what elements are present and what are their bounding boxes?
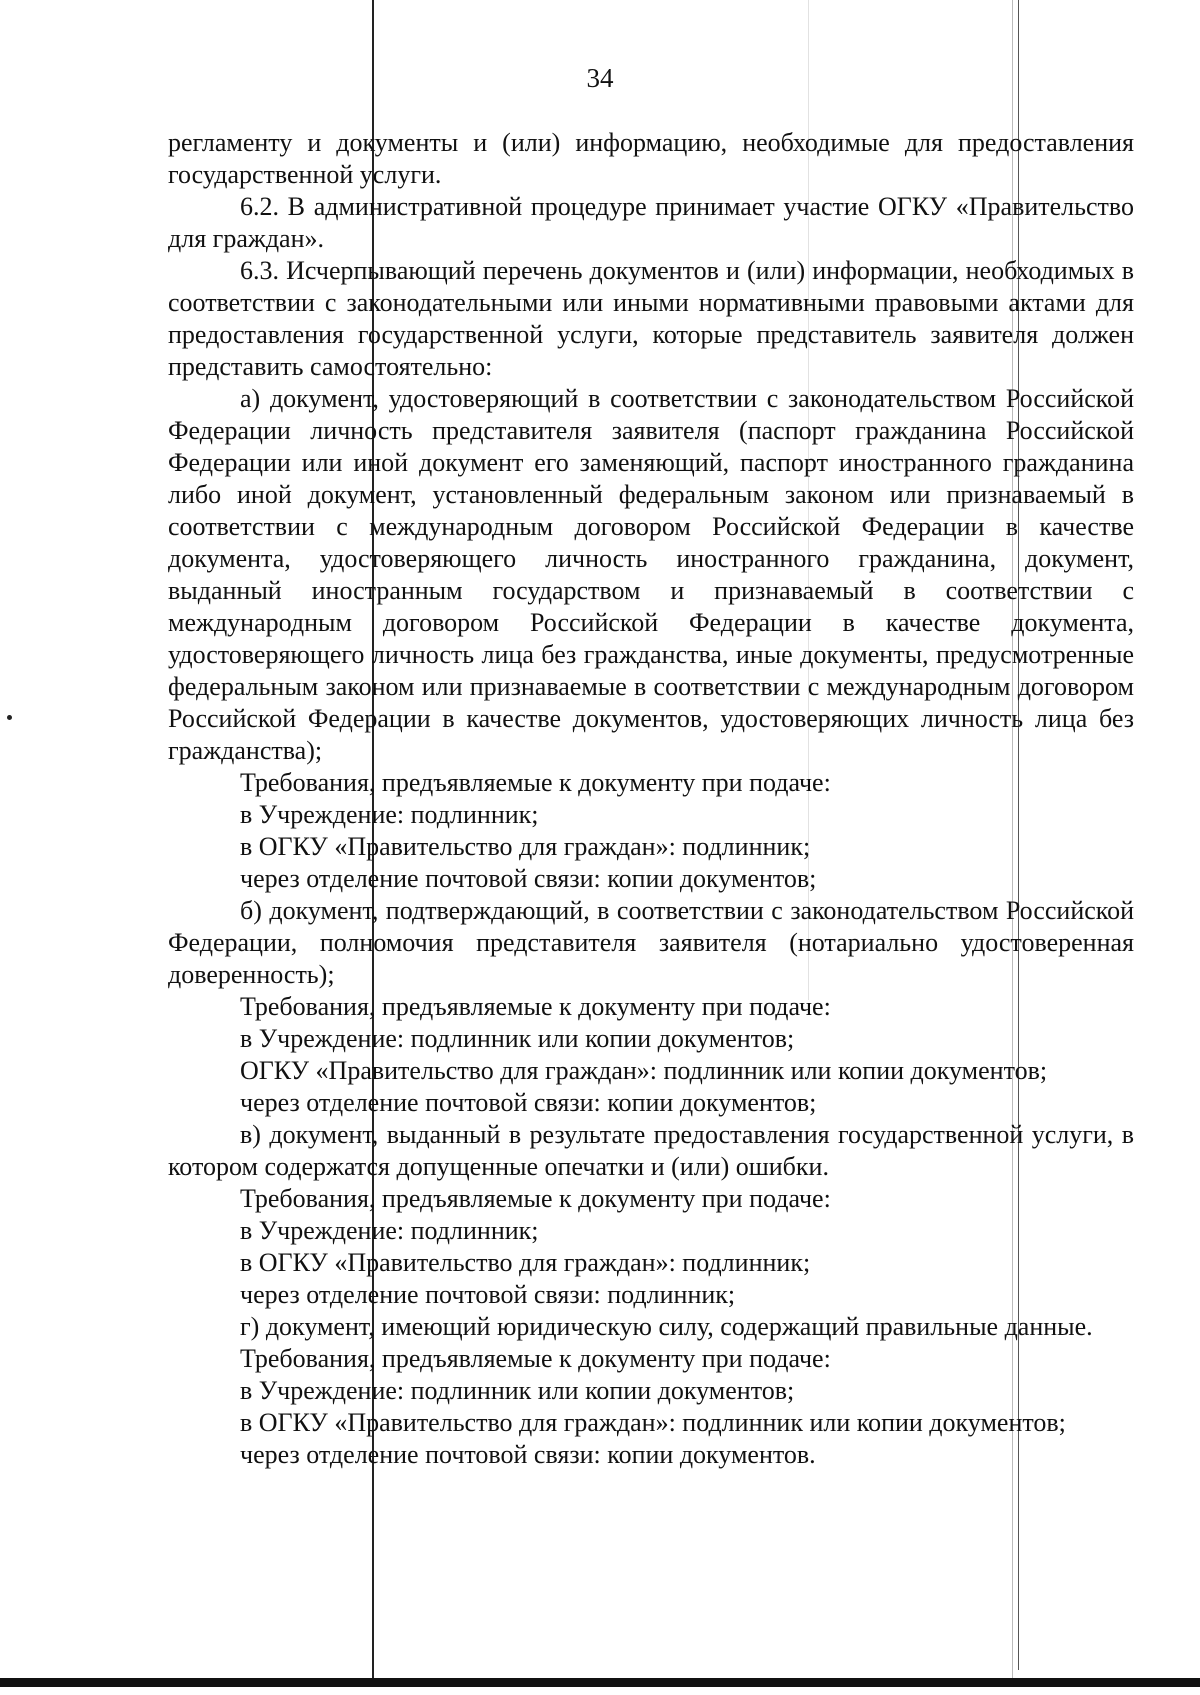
paragraph: Требования, предъявляемые к документу при подаче:	[240, 768, 831, 797]
paragraph: через отделение почтовой связи: копии документов;	[240, 864, 817, 893]
paragraph: регламенту и документы и (или) информацию, необходимые для предоставления государственной услуги.	[168, 128, 1134, 189]
paragraph: через отделение почтовой связи: подлинник;	[240, 1280, 736, 1309]
paragraph: через отделение почтовой связи: копии документов;	[240, 1088, 817, 1117]
paragraph: в ОГКУ «Правительство для граждан»: подлинник;	[240, 832, 811, 861]
paragraph: 6.3. Исчерпывающий перечень документов и (или) информации, необходимых в соответствии с законодательными или иными нормативными правовыми актами для предоставления государственной услуги, которые представитель заявителя должен представить самостоятельно:	[168, 256, 1134, 381]
paragraph: в Учреждение: подлинник;	[240, 1216, 539, 1245]
paragraph: б) документ, подтверждающий, в соответствии с законодательством Российской Федерации, полномочия представителя заявителя (нотариально удостоверенная доверенность);	[168, 896, 1134, 989]
paragraph: 6.2. В административной процедуре принимает участие ОГКУ «Правительство для граждан».	[168, 192, 1134, 253]
paragraph: в) документ, выданный в результате предоставления государственной услуги, в котором содержатся допущенные опечатки и (или) ошибки.	[168, 1120, 1134, 1181]
document-body	[168, 127, 1134, 1471]
scan-artifact-bottom-band	[0, 1678, 1200, 1687]
paragraph: Требования, предъявляемые к документу при подаче:	[240, 1184, 831, 1213]
paragraph: а) документ, удостоверяющий в соответствии с законодательством Российской Федерации личность представителя заявителя (паспорт гражданина Российской Федерации или иной документ его заменяющий, паспорт иностранного гражданина либо иной документ, установленный федеральным законом или признаваемый в соответствии с международным договором Российской Федерации в качестве документа, удостоверяющего личность иностранного гражданина, документ, выданный иностранным государством и признаваемый в соответствии с международным договором Российской Федерации в качестве документа, удостоверяющего личность лица без гражданства, иные документы, предусмотренные федеральным законом или признаваемые в соответствии с международным договором Российской Федерации в качестве документов, удостоверяющих личность лица без гражданства);	[168, 384, 1134, 765]
scan-artifact-dot	[7, 715, 12, 720]
paragraph: через отделение почтовой связи: копии документов.	[240, 1440, 816, 1469]
page-number: 34	[586, 63, 614, 93]
paragraph: Требования, предъявляемые к документу при подаче:	[240, 992, 831, 1021]
paragraph: в Учреждение: подлинник или копии документов;	[240, 1024, 795, 1053]
paragraph: в ОГКУ «Правительство для граждан»: подлинник или копии документов;	[240, 1408, 1066, 1437]
paragraph: г) документ, имеющий юридическую силу, содержащий правильные данные.	[240, 1312, 1093, 1341]
paragraph: ОГКУ «Правительство для граждан»: подлинник или копии документов;	[240, 1056, 1048, 1085]
paragraph: в Учреждение: подлинник;	[240, 800, 539, 829]
paragraph: Требования, предъявляемые к документу при подаче:	[240, 1344, 831, 1373]
paragraph: в Учреждение: подлинник или копии документов;	[240, 1376, 795, 1405]
paragraph: в ОГКУ «Правительство для граждан»: подлинник;	[240, 1248, 811, 1277]
